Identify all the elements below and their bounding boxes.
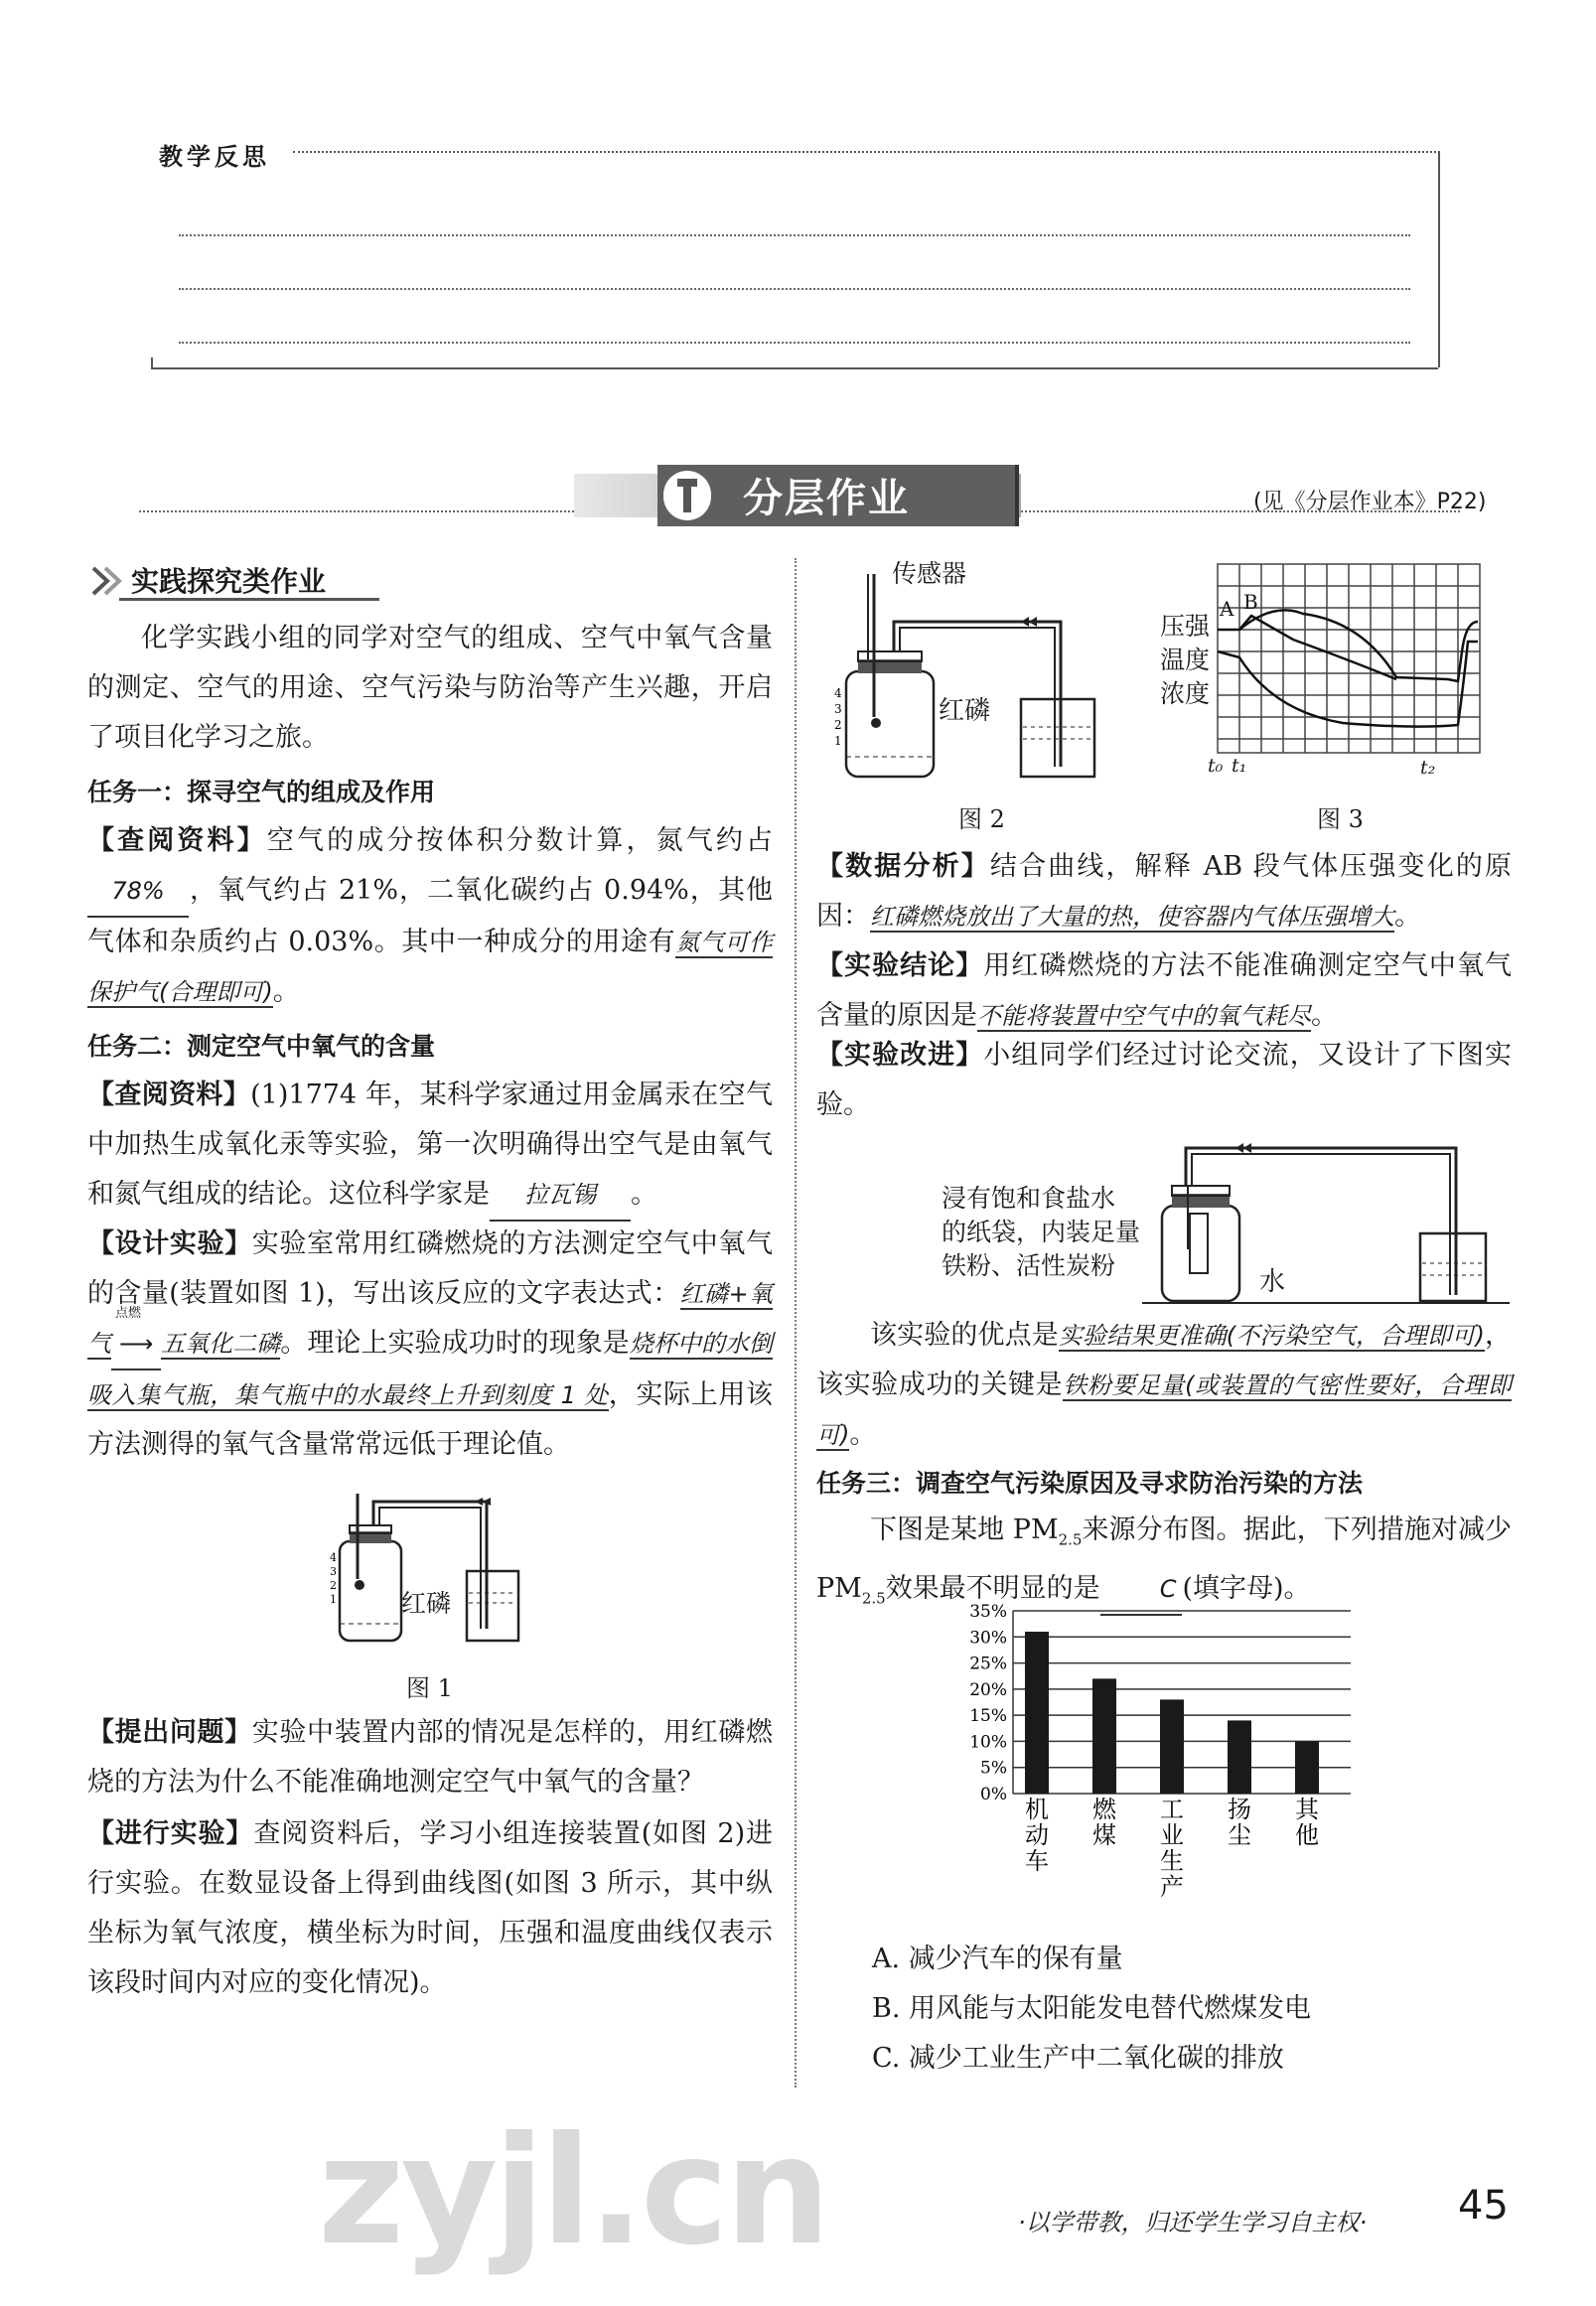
answer-blank[interactable]: 红磷+氧气	[87, 1280, 774, 1358]
column-divider	[795, 558, 797, 2088]
section-underline	[119, 598, 379, 601]
task1-title: 任务一：探寻空气的组成及作用	[87, 778, 436, 806]
data-analysis-paragraph: 【数据分析】结合曲线，解释 AB 段气体压强变化的原因：红磷燃烧放出了大量的热，使容器内气体压强增大。	[816, 851, 1513, 932]
banner-title: 分层作业	[743, 476, 910, 521]
fig3-t2: t₂	[1420, 757, 1436, 779]
fig2-caption: 图 2	[958, 805, 1005, 833]
reflection-left-tick	[151, 358, 153, 367]
y-tick-label: 35%	[969, 1602, 1007, 1622]
fig4-label: 铁粉、活性炭粉	[942, 1251, 1116, 1280]
x-category-label: 扬尘	[1228, 1796, 1251, 1849]
bar	[1160, 1699, 1184, 1794]
arrow-icon: 点燃 ⟶	[111, 1319, 161, 1370]
pm25-bar-chart	[953, 1599, 1371, 1927]
x-category-label: 机动车	[1025, 1796, 1049, 1875]
advantage-paragraph: 该实验的优点是实验结果更准确(不污染空气，合理即可)，该实验成功的关键是铁粉要足量(或装置的气密性要好，合理即可)。	[816, 1320, 1513, 1450]
answer-blank[interactable]: 铁粉要足量(或装置的气密性要好，合理即可)	[816, 1371, 1512, 1449]
watermark: zyjl.cn	[318, 2105, 827, 2278]
bar	[1295, 1741, 1319, 1794]
bar	[1228, 1720, 1251, 1794]
svg-text:1: 1	[330, 1593, 337, 1606]
svg-text:2: 2	[330, 1579, 337, 1592]
fig2-label: 红磷	[939, 696, 991, 726]
y-tick-label: 20%	[969, 1679, 1007, 1700]
chevron-icon	[89, 564, 129, 598]
task3-title: 任务三：调查空气污染原因及寻求防治污染的方法	[816, 1469, 1364, 1498]
answer-blank[interactable]: 烧杯中的水倒吸入集气瓶，集气瓶中的水最终上升到刻度 1 处	[87, 1330, 774, 1409]
y-tick-label: 25%	[969, 1654, 1007, 1674]
fig4-water-label: 水	[1259, 1267, 1286, 1297]
reflection-title: 教学反思	[159, 143, 270, 171]
fig3-t0: t₀	[1208, 755, 1224, 777]
reflection-top-rule	[293, 151, 1440, 153]
svg-text:1: 1	[834, 734, 842, 748]
figure-4-apparatus	[1142, 1130, 1510, 1309]
fig3-caption: 图 3	[1317, 805, 1364, 833]
answer-blank[interactable]: 红磷燃烧放出了大量的热，使容器内气体压强增大	[870, 903, 1394, 931]
reflection-right-border	[1438, 151, 1440, 367]
conclusion-paragraph: 【实验结论】用红磷燃烧的方法不能准确测定空气中氧气含量的原因是不能将装置中空气中的氧气耗尽。	[816, 950, 1512, 1031]
figure-1-apparatus	[328, 1490, 556, 1655]
answer-blank[interactable]: 氮气可作保护气(合理即可)	[87, 929, 773, 1006]
experiment-paragraph: 【进行实验】查阅资料后，学习小组连接装置(如图 2)进行实验。在数显设备上得到曲线图(如图 3 所示，其中纵坐标为氧气浓度，横坐标为时间，压强和温度曲线仅表示该段时间内对应的变化情况)。	[87, 1818, 774, 1998]
answer-blank[interactable]: 不能将装置中空气中的氧气耗尽	[977, 1002, 1311, 1030]
fig4-label: 浸有饱和食盐水	[942, 1184, 1116, 1213]
reflection-line[interactable]	[179, 342, 1410, 344]
reflection-line[interactable]	[179, 234, 1410, 236]
svg-text:4: 4	[330, 1551, 337, 1564]
page-number: 45	[1458, 2183, 1509, 2229]
fig1-caption: 图 1	[406, 1674, 453, 1702]
reflection-line[interactable]	[179, 288, 1410, 290]
intro-paragraph: 化学实践小组的同学对空气的组成、空气中氧气含量的测定、空气的用途、空气污染与防治等产生兴趣，开启了项目化学习之旅。	[87, 623, 773, 753]
x-category-label: 其他	[1295, 1796, 1319, 1849]
fig3-t1: t₁	[1232, 755, 1247, 777]
banner-ref: (见《分层作业本》P22)	[1253, 490, 1487, 514]
x-category-label: 工业生产	[1160, 1796, 1184, 1901]
section-title: 实践探究类作业	[131, 565, 327, 598]
svg-text:3: 3	[834, 702, 842, 716]
y-tick-label: 5%	[980, 1758, 1007, 1779]
reflection-bottom-border	[151, 367, 1438, 369]
fig2-sensor-label: 传感器	[892, 559, 967, 588]
option-c[interactable]: C. 减少工业生产中二氧化碳的排放	[872, 2043, 1284, 2074]
bar	[1092, 1678, 1116, 1794]
answer-blank[interactable]: 78%	[87, 866, 189, 918]
fig4-label: 的纸袋，内装足量	[942, 1218, 1141, 1246]
task3-paragraph: 下图是某地 $PM_{2.5}$来源分布图。据此，下列措施对减少 $PM_{2.5}$效果最不明显的是 C (填字母)。	[816, 1506, 1512, 1624]
fig1-label: 红磷	[401, 1589, 452, 1618]
figure-2-apparatus	[832, 568, 1110, 783]
y-tick-label: 15%	[969, 1706, 1007, 1727]
fig4-labels	[942, 1182, 1140, 1283]
section-header	[89, 560, 377, 602]
fig3-y-label: 浓度	[1160, 679, 1211, 708]
y-tick-label: 10%	[969, 1732, 1007, 1753]
question-paragraph: 【提出问题】实验中装置内部的情况是怎样的，用红磷燃烧的方法为什么不能准确地测定空气中氧气的含量？	[87, 1717, 773, 1798]
y-tick-label: 30%	[969, 1628, 1007, 1649]
bar	[1025, 1632, 1049, 1794]
improvement-paragraph: 【实验改进】小组同学们经过讨论交流，又设计了下图实验。	[816, 1040, 1512, 1120]
answer-blank[interactable]: C	[1100, 1564, 1183, 1616]
option-b[interactable]: B. 用风能与太阳能发电替代燃煤发电	[872, 1993, 1312, 2024]
option-a[interactable]: A. 减少汽车的保有量	[872, 1944, 1123, 1974]
task2-title: 任务二：测定空气中氧气的含量	[87, 1032, 436, 1061]
answer-blank[interactable]: 五氧化二磷	[161, 1330, 281, 1358]
svg-text:2: 2	[834, 718, 842, 732]
answer-blank[interactable]: 实验结果更准确(不污染空气，合理即可)	[1058, 1322, 1485, 1350]
answer-blank[interactable]: 拉瓦锡	[490, 1170, 631, 1222]
fig3-y-label: 温度	[1160, 646, 1211, 674]
svg-text:4: 4	[834, 686, 842, 700]
footer-motto: ·以学带教，归还学生学习自主权·	[1018, 2209, 1368, 2236]
task1-paragraph: 【查阅资料】空气的成分按体积分数计算，氮气约占78% ，氧气约占 21%，二氧化碳约占 0.94%，其他气体和杂质约占 0.03%。其中一种成分的用途有氮气可作保护气(合理即可)。	[87, 825, 774, 1007]
design-paragraph: 【设计实验】实验室常用红磷燃烧的方法测定空气中氧气的含量(装置如图 1)，写出该反应的文字表达式：红磷+氧气 点燃 ⟶ 五氧化二磷。理论上实验成功时的现象是烧杯中的水倒吸入集气瓶，集气瓶中的水最终上升到刻度 1 处，实际上用该方法测得的氧气含量常常远低于理论值。	[87, 1228, 774, 1460]
pencil-icon	[663, 471, 711, 520]
fig3-point-a: A	[1220, 597, 1234, 621]
fig3-y-label: 压强	[1160, 612, 1211, 641]
fig3-y-labels	[1160, 610, 1210, 711]
x-category-label: 燃煤	[1092, 1796, 1116, 1849]
task2-paragraph: 【查阅资料】(1)1774 年，某科学家通过用金属汞在空气中加热生成氧化汞等实验，第一次明确得出空气是由氧气和氮气组成的结论。这位科学家是 拉瓦锡 。	[87, 1071, 773, 1222]
y-tick-label: 0%	[980, 1785, 1007, 1804]
fig3-point-b: B	[1243, 590, 1258, 614]
svg-text:3: 3	[330, 1565, 337, 1578]
